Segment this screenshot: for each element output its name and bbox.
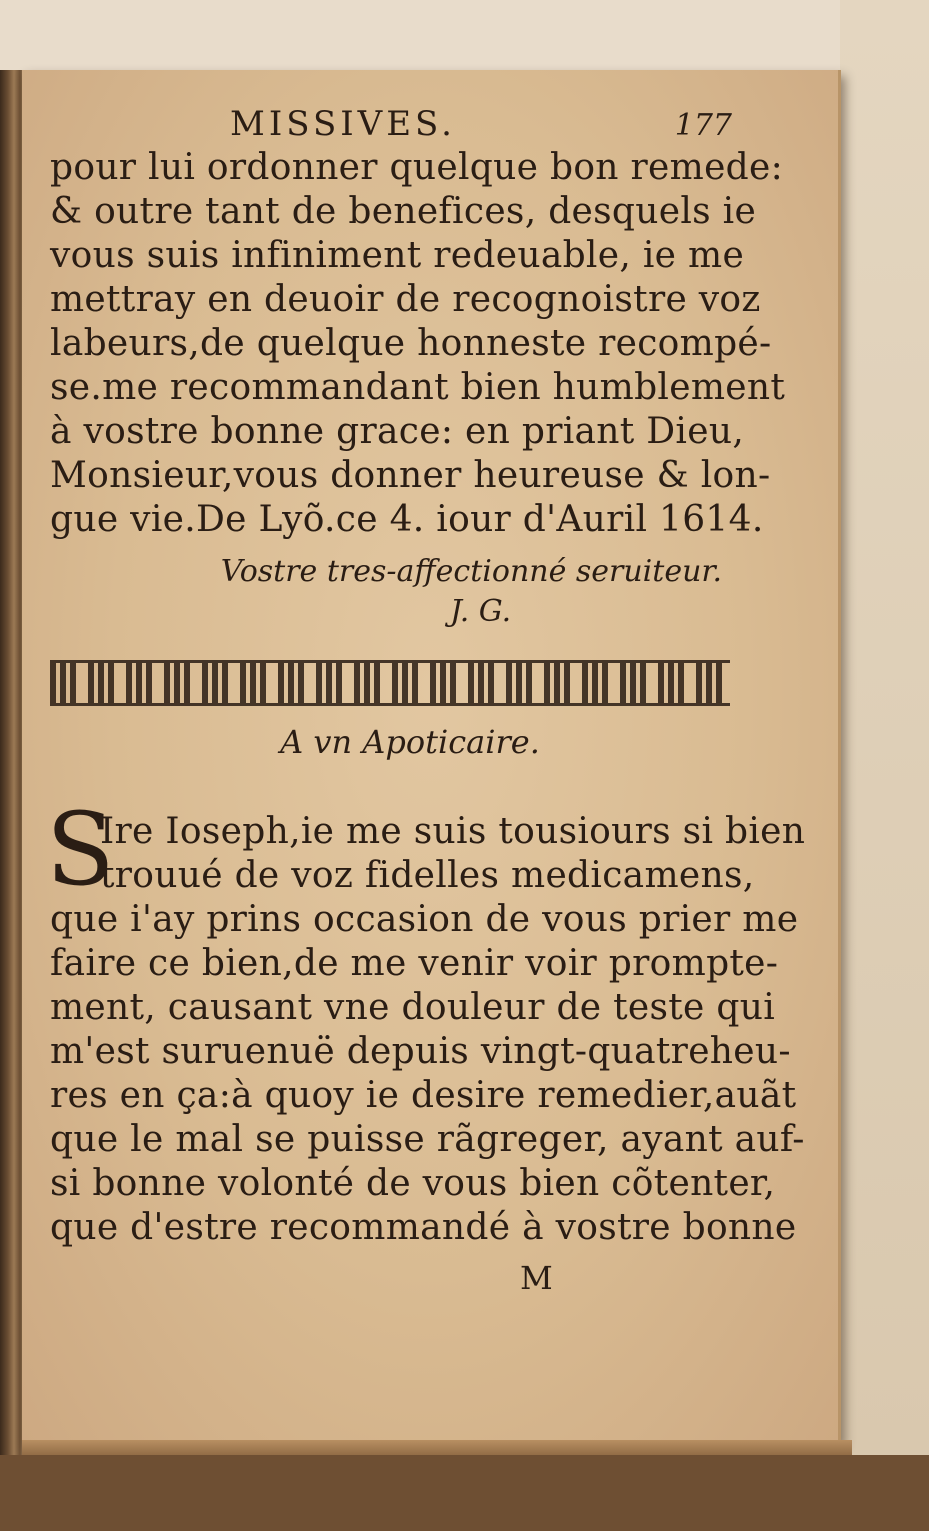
background-bottom: [0, 1455, 929, 1531]
text-line: pour lui ordonner quelque bon remede:: [50, 147, 784, 188]
letter-heading: A vn Apoticaire.: [280, 723, 540, 761]
text-line: trouué de voz fidelles medicamens,: [100, 855, 755, 896]
text-line: Monsieur,vous donner heureuse & lon-: [50, 455, 771, 496]
text-line: se.me recommandant bien humblement: [50, 367, 786, 408]
text-line: vous suis infiniment redeuable, ie me: [50, 235, 745, 276]
text-line: res en ça:à quoy ie desire remedier,auãt: [50, 1075, 797, 1116]
page-text: [46, 100, 806, 1300]
text-line: labeurs,de quelque honneste recompé-: [50, 323, 772, 364]
text-line: à vostre bonne grace: en priant Dieu,: [50, 411, 745, 452]
letter-body: [46, 791, 806, 1250]
text-line: Ire Ioseph,ie me suis tousiours si bien: [100, 811, 806, 852]
text-line: si bonne volonté de vous bien cõtenter,: [50, 1163, 776, 1204]
text-line: ment, causant vne douleur de teste qui: [50, 987, 776, 1028]
signature-mark: M: [520, 1259, 553, 1297]
ornamental-border: [50, 660, 730, 706]
text-line: mettray en deuoir de recognoistre voz: [50, 279, 761, 320]
text-line: que i'ay prins occasion de vous prier me: [50, 899, 799, 940]
page-number: 177: [674, 108, 732, 143]
drop-cap: S: [46, 791, 115, 908]
signoff: Vostre tres-affectionné seruiteur.: [220, 554, 722, 589]
running-title: MISSIVES.: [230, 104, 456, 144]
text-line: m'est suruenuë depuis vingt-quatreheu-: [50, 1031, 791, 1072]
text-line: gue vie.De Lyõ.ce 4. iour d'Auril 1614.: [50, 499, 764, 540]
running-head: [50, 100, 730, 146]
previous-letter: [50, 146, 786, 632]
text-line: que d'estre recommandé à vostre bonne: [50, 1207, 797, 1248]
text-line: & outre tant de benefices, desquels ie: [50, 191, 757, 232]
background-top: [0, 0, 929, 70]
text-line: faire ce bien,de me venir voir prompte-: [50, 943, 779, 984]
text-line: que le mal se puisse rãgreger, ayant auf-: [50, 1119, 805, 1160]
signature-initials: J. G.: [450, 594, 512, 629]
background-right: [840, 0, 929, 1460]
